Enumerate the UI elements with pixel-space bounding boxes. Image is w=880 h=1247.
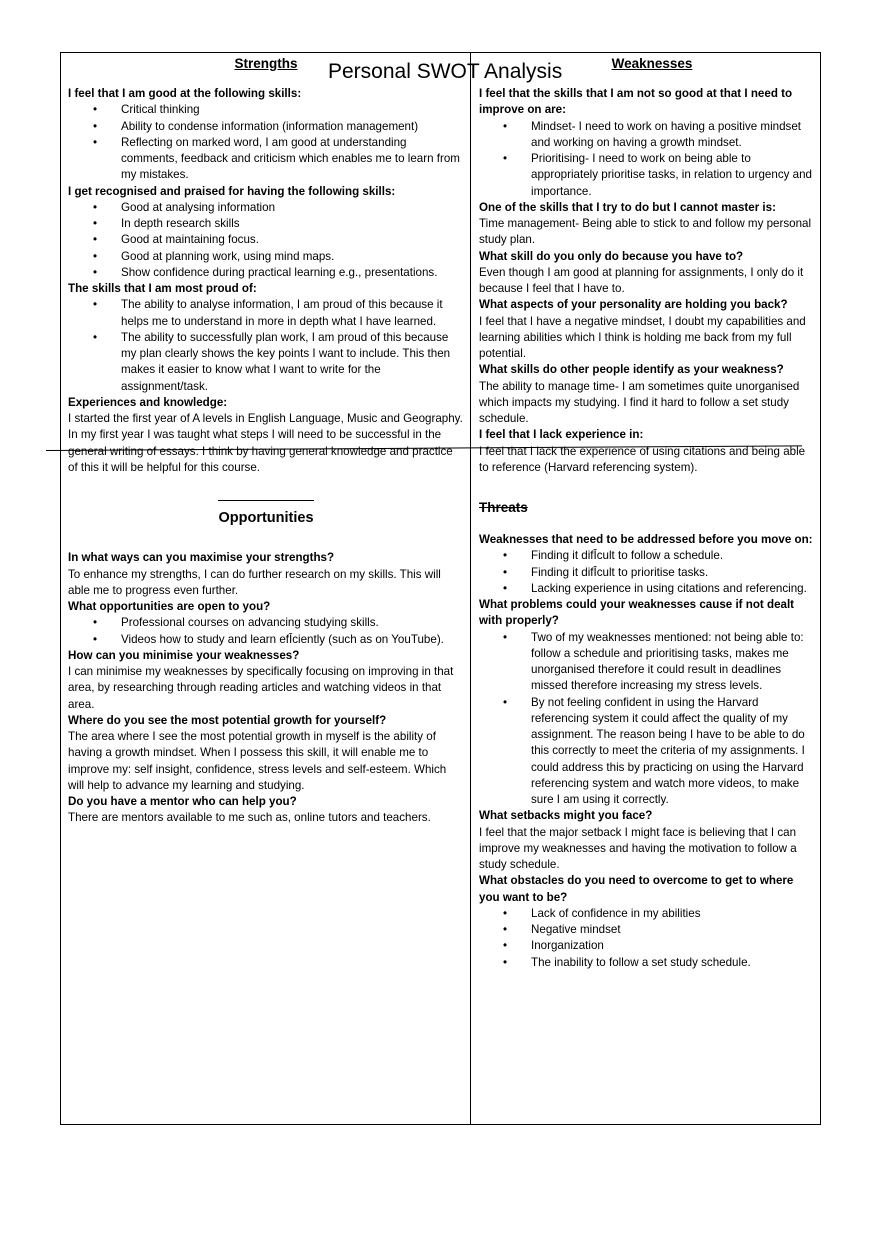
experience-question: Experiences and knowledge: [68,395,228,409]
list-item: • The ability to analyse information, I am proud of this because it helps me to understand in more in depth what I have learned. [68,297,464,330]
list-item: • Two of my weaknesses mentioned: not being able to: follow a schedule and prioritising tasks, makes me unorganised therefore it could result in deadlines missed therefore increasing my stress levels. [479,630,813,695]
list-item: • Finding it difĪcult to follow a schedule. [479,548,813,564]
growth-text: The area where I see the most potential growth in myself is the ability of having a growth mindset. When I possess this skill, it will enable me to improve my: self insight, confidence, stress levels and self-esteem. Which will help to advance my learning and studying. [68,730,447,792]
list-item: • Good at maintaining focus. [68,232,464,248]
minimise-text: I can minimise my weaknesses by specifically focusing on improving in that area, by researching through reading articles and watching videos in that area. [68,665,454,711]
praised-list [68,200,464,281]
improve-question: I feel that the skills that I am not so good at that I need to improve on are: [479,87,793,117]
others-question: What skills do other people identify as your weakness? [479,363,784,377]
others-text: The ability to manage time- I am sometimes quite unorganised which impacts my studying. I find it hard to follow a set study schedule. [479,379,800,425]
setbacks-text: I feel that the major setback I might face is believing that I can improve my weaknesses and having the motivation to follow a study schedule. [479,825,797,871]
list-item: • Ability to condense information (information management) [68,119,464,135]
list-item: • Reflecting on marked word, I am good at understanding comments, feedback and criticism which enables me to learn from my mistakes. [68,135,464,184]
growth-question: Where do you see the most potential growth for yourself? [68,713,387,727]
good-skills-list [68,102,464,183]
lack-question: I feel that I lack experience in: [479,428,644,442]
improve-list [479,119,813,200]
list-item: • Inorganization [479,938,813,954]
open-question: What opportunities are open to you? [68,600,271,613]
list-item: • Good at analysing information [68,200,464,216]
heading-rule [218,500,314,501]
opportunities-heading: Opportunities [218,510,314,527]
praised-question: I get recognised and praised for having the following skills: [68,184,396,198]
list-item: • Negative mindset [479,922,813,938]
mentor-question: Do you have a mentor who can help you? [68,795,297,808]
list-item: • Finding it difĪcult to prioritise tasks. [479,565,813,581]
column-divider [470,52,471,1125]
open-list [68,615,464,648]
opportunities-rule-wrap [68,490,464,506]
threats-heading: Threats [479,500,528,515]
list-item: • Lack of confidence in my abilities [479,906,813,922]
master-question: One of the skills that I try to do but I cannot master is: [479,200,776,214]
list-item: • Lacking experience in using citations and referencing. [479,581,813,597]
address-question: Weaknesses that need to be addressed before you move on: [479,533,813,546]
left-column [68,54,464,827]
list-item: • Good at planning work, using mind maps. [68,249,464,265]
list-item: • By not feeling confident in using the Harvard referencing system it could affect the quality of my assignment. The reason being I have to be able to do this correctly to meet the criteria of my assignments. I could address this by practicing on using the Harvard referencing system and watch more videos, to make sure I am using it correctly. [479,695,813,809]
weaknesses-heading: Weaknesses [611,56,693,71]
address-list [479,548,813,597]
list-item: • In depth research skills [68,216,464,232]
personality-text: I feel that I have a negative mindset, I doubt my capabilities and learning abilities which I think is holding me back from my full potential. [479,314,806,360]
setbacks-question: What setbacks might you face? [479,809,653,823]
list-item: • Videos how to study and learn efĪciently (such as on YouTube). [68,632,464,648]
minimise-question: How can you minimise your weaknesses? [68,648,300,662]
list-item: • Show confidence during practical learning e.g., presentations. [68,265,464,281]
list-item: • Critical thinking [68,102,464,118]
maximise-question: In what ways can you maximise your strengths? [68,551,335,565]
problems-list [479,630,813,809]
good-skills-question: I feel that I am good at the following skills: [68,87,302,100]
mentor-text: There are mentors available to me such as, online tutors and teachers. [68,811,431,825]
experience-text: I started the first year of A levels in English Language, Music and Geography. In my first year I was taught what steps I will need to be successful in the general writing of essays. I think by having general knowledge and practice of this it will be helpful for this course. [68,412,463,474]
obstacles-question: What obstacles do you need to overcome to get to where you want to be? [479,874,794,904]
strengths-heading: Strengths [234,56,298,71]
list-item: • The ability to successfully plan work, I am proud of this because my plan clearly shows the key points I want to include. This then makes it easier to know what I want to write for the assignment/task. [68,330,464,395]
list-item: • The inability to follow a set study schedule. [479,955,813,971]
obstacles-list [479,906,813,971]
list-item: • Prioritising- I need to work on being able to appropriately prioritise tasks, in relation to urgency and importance. [479,151,813,200]
problems-question: What problems could your weaknesses cause if not dealt with properly? [479,598,795,628]
master-text: Time management- Being able to stick to and follow my personal study plan. [479,217,812,247]
lack-text: I feel that I lack the experience of using citations and being able to reference (Harvard referencing system). [479,444,806,474]
have-to-question: What skill do you only do because you have to? [479,249,744,263]
have-to-text: Even though I am good at planning for assignments, I only do it because I feel that I have to. [479,265,804,295]
list-item: • Mindset- I need to work on having a positive mindset and working on having a growth mindset. [479,119,813,152]
proud-list [68,297,464,395]
right-column [479,54,813,971]
document-title: Personal SWOT Analysis [328,60,563,83]
list-item: • Professional courses on advancing studying skills. [68,615,464,631]
proud-question: The skills that I am most proud of: [68,282,257,295]
personality-question: What aspects of your personality are holding you back? [479,298,788,312]
maximise-text: To enhance my strengths, I can do further research on my skills. This will able me to progress even further. [68,567,441,597]
